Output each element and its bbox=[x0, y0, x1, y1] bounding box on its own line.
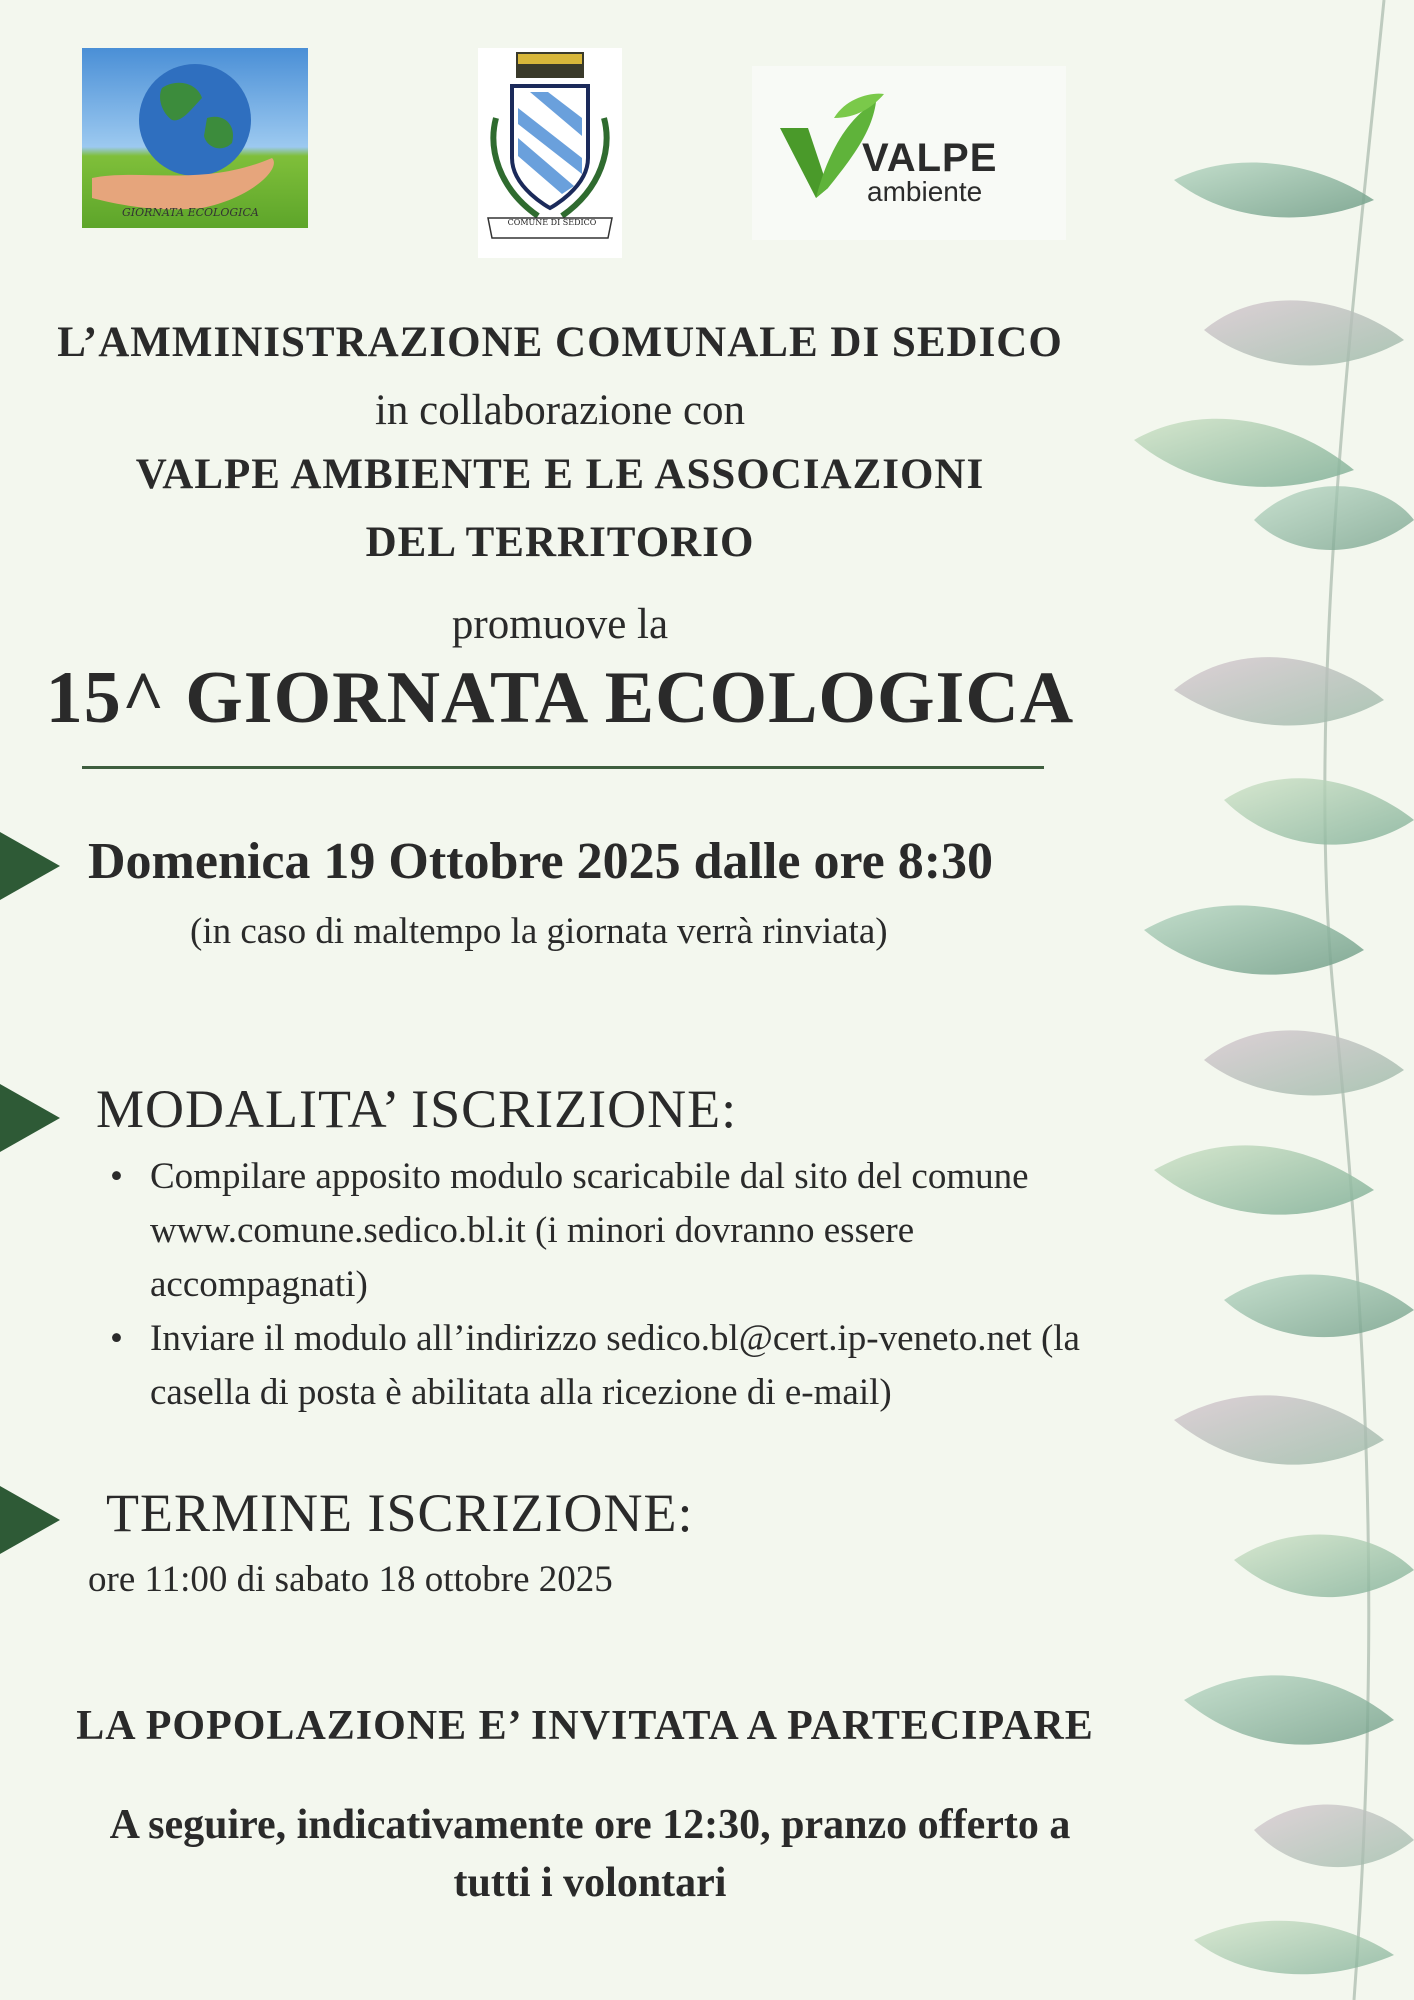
valpe-ambiente-logo bbox=[752, 66, 1066, 240]
title-divider bbox=[82, 766, 1044, 769]
organizer-heading: L’AMMINISTRAZIONE COMUNALE DI SEDICO bbox=[57, 319, 1063, 366]
list-item: • Inviare il modulo all’indirizzo sedico.bl@cert.ip-veneto.net (la casella di posta è abilitata alla ricezione di e-mail) bbox=[110, 1312, 1120, 1420]
arrow-marker-icon bbox=[0, 1486, 60, 1554]
registration-heading: MODALITA’ ISCRIZIONE: bbox=[96, 1079, 738, 1139]
partners-line-1: VALPE AMBIENTE E LE ASSOCIAZIONI bbox=[135, 451, 985, 498]
comune-sedico-crest bbox=[478, 48, 622, 258]
registration-list bbox=[110, 1150, 1120, 1420]
crest-caption: COMUNE DI SEDICO bbox=[507, 218, 597, 227]
event-title: 15^ GIORNATA ECOLOGICA bbox=[45, 657, 1075, 739]
lunch-note: A seguire, indicativamente ore 12:30, pranzo offerto a tutti i volontari bbox=[109, 1802, 1071, 1906]
earth-hand-icon bbox=[82, 48, 308, 228]
arrow-marker-icon bbox=[0, 1084, 60, 1152]
deadline-text: ore 11:00 di sabato 18 ottobre 2025 bbox=[88, 1559, 613, 1600]
partners-line-2: DEL TERRITORIO bbox=[365, 519, 755, 566]
leaves-decoration bbox=[1054, 0, 1414, 2000]
list-item: • Compilare apposito modulo scaricabile dal sito del comune www.comune.sedico.bl.it (i minori dovranno essere accompagnati) bbox=[110, 1150, 1120, 1312]
invite-line: LA POPOLAZIONE E’ INVITATA A PARTECIPARE bbox=[76, 1703, 1094, 1749]
collab-intro: in collaborazione con bbox=[374, 387, 746, 434]
promotes-line: promuove la bbox=[451, 601, 669, 648]
deadline-heading: TERMINE ISCRIZIONE: bbox=[106, 1483, 694, 1543]
weather-note: (in caso di maltempo la giornata verrà rinviata) bbox=[190, 911, 888, 952]
earth-logo-caption: GIORNATA ECOLOGICA bbox=[122, 206, 259, 219]
event-date: Domenica 19 Ottobre 2025 dalle ore 8:30 bbox=[88, 833, 994, 890]
giornata-ecologica-logo bbox=[82, 48, 308, 228]
valpe-logo-name: VALPE bbox=[862, 136, 998, 180]
arrow-marker-icon bbox=[0, 832, 60, 900]
valpe-logo-sub: ambiente bbox=[867, 176, 983, 207]
